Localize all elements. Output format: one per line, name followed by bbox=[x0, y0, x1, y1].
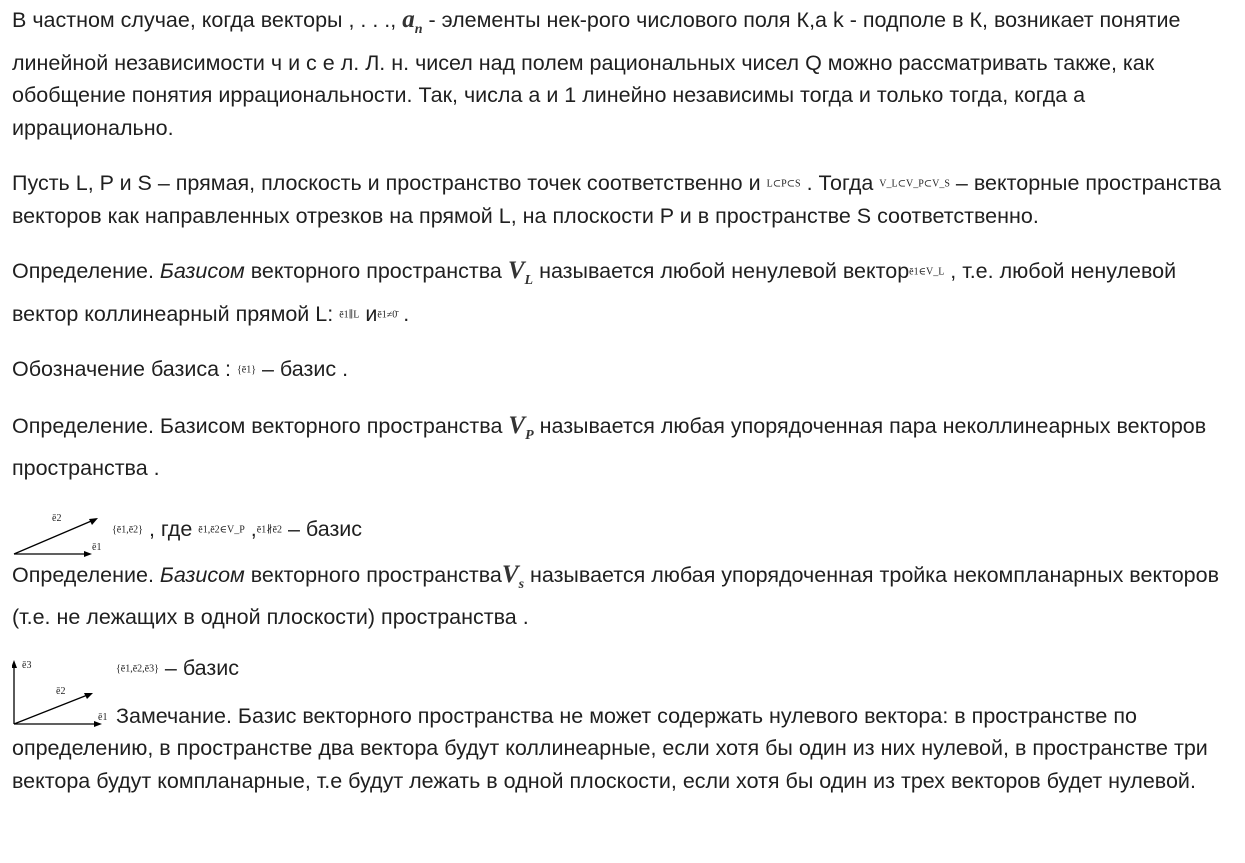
formula-e1-e2-in-VP: ē1,ē2∈V_P bbox=[198, 523, 245, 535]
text: – базис bbox=[158, 655, 239, 680]
formula-e1-parallel-L: ē1∥L bbox=[339, 308, 360, 320]
text: векторного пространства bbox=[244, 562, 502, 587]
label-e2: ē2 bbox=[52, 512, 62, 524]
text: - элементы нек-рого числового поля К,а k - подполе в К, возникает понятие линейной независимости ч и с е л. Л. н. чисел над полем рациональных чисел Q можно рассматривать также, как обобщение понятия иррациональности. Так, числа a и 1 линейно независимы тогда и только тогда, когда a иррационально. bbox=[12, 8, 1181, 140]
figure2-caption bbox=[116, 652, 239, 685]
text: называется любой ненулевой вектор bbox=[533, 259, 910, 283]
vector-diagram-2d bbox=[12, 503, 112, 559]
document-body bbox=[12, 4, 1234, 797]
text: . bbox=[397, 301, 410, 326]
text: , где bbox=[142, 516, 199, 541]
formula-basis-e1: {ē1} bbox=[236, 364, 257, 376]
text: называется любая упорядоченная тройка некомпланарных векторов (т.е. не лежащих в одной плоскости) пространства . bbox=[12, 562, 1219, 629]
text: Пусть L, P и S – прямая, плоскость и пространство точек соответственно и bbox=[12, 171, 767, 195]
vector-e2-line bbox=[14, 694, 90, 724]
text: – базис bbox=[282, 516, 363, 541]
label-e1: ē1 bbox=[92, 541, 102, 553]
text: – базис . bbox=[256, 357, 349, 381]
formula-e1-nonzero: ē1≠0̄ bbox=[377, 308, 398, 320]
label-e3: ē3 bbox=[22, 659, 32, 671]
text: Обозначение базиса : bbox=[12, 357, 237, 381]
vector-diagram-3d bbox=[12, 658, 118, 728]
term-basis: Базисом bbox=[159, 562, 245, 587]
vector-e3-arrowhead bbox=[12, 660, 17, 668]
text: , bbox=[244, 516, 257, 541]
text: и bbox=[359, 301, 378, 326]
paragraph-notation bbox=[12, 353, 1234, 386]
text: называется любая упорядоченная пара неколлинеарных векторов пространства . bbox=[12, 413, 1207, 480]
label-e2: ē2 bbox=[56, 685, 66, 697]
formula-basis-e1-e2: {ē1,ē2} bbox=[112, 523, 143, 535]
vector-e2-arrowhead bbox=[89, 518, 98, 525]
label-e1: ē1 bbox=[98, 711, 108, 723]
paragraph-spaces bbox=[12, 167, 1234, 232]
vector-e2-line bbox=[14, 519, 96, 554]
text: Замечание. Базис векторного пространства не может содержать нулевого вектора: в пространстве по определению, в пространстве два вектора будут коллинеарные, если хотя бы один из них нулевой, в пространстве три вектора будут компланарные, т.е будут лежать в одной плоскости, если хотя бы один из трех векторов будет нулевой. bbox=[12, 703, 1208, 793]
formula-e1-in-VL: ē1∈V_L bbox=[909, 266, 945, 278]
text: . Тогда bbox=[800, 171, 880, 195]
text: , т.е. любой ненулевой вектор коллинеарный прямой L: bbox=[12, 259, 1177, 326]
text: В частном случае, когда векторы , . . ., bbox=[12, 8, 403, 32]
term-basis: Базисом bbox=[159, 259, 245, 283]
paragraph-definition-VS bbox=[12, 559, 1234, 634]
figure-plane-basis bbox=[12, 503, 1234, 559]
math-var-VS: $V_s$ bbox=[501, 560, 525, 592]
formula-VL-VP-VS: V_L⊂V_P⊂V_S bbox=[879, 178, 950, 190]
formula-L-P-S: L⊂P⊂S bbox=[766, 178, 801, 190]
paragraph-definition-VL bbox=[12, 255, 1234, 330]
math-var-VL: $V_L$ bbox=[507, 257, 534, 288]
formula-e1-not-parallel-e2: ē1∦ē2 bbox=[256, 523, 282, 535]
math-var-a: $a_n$ bbox=[402, 6, 423, 37]
text: Определение. Базисом векторного пространства bbox=[12, 413, 509, 438]
math-var-VP: $V_P$ bbox=[508, 411, 534, 443]
text: – векторные пространства векторов как направленных отрезков на прямой L, на плоскости P и в пространстве S соответственно. bbox=[12, 171, 1222, 228]
paragraph-definition-VP bbox=[12, 410, 1234, 485]
vector-e1-arrowhead bbox=[84, 551, 92, 557]
text: Определение. bbox=[12, 562, 160, 587]
figure-space-basis bbox=[12, 655, 1234, 728]
figure1-caption bbox=[112, 513, 362, 546]
text: Определение. bbox=[12, 259, 160, 283]
formula-basis-e1-e2-e3: {ē1,ē2,ē3} bbox=[116, 662, 159, 674]
paragraph-linear-independence bbox=[12, 4, 1234, 144]
text: векторного пространства bbox=[244, 259, 508, 283]
